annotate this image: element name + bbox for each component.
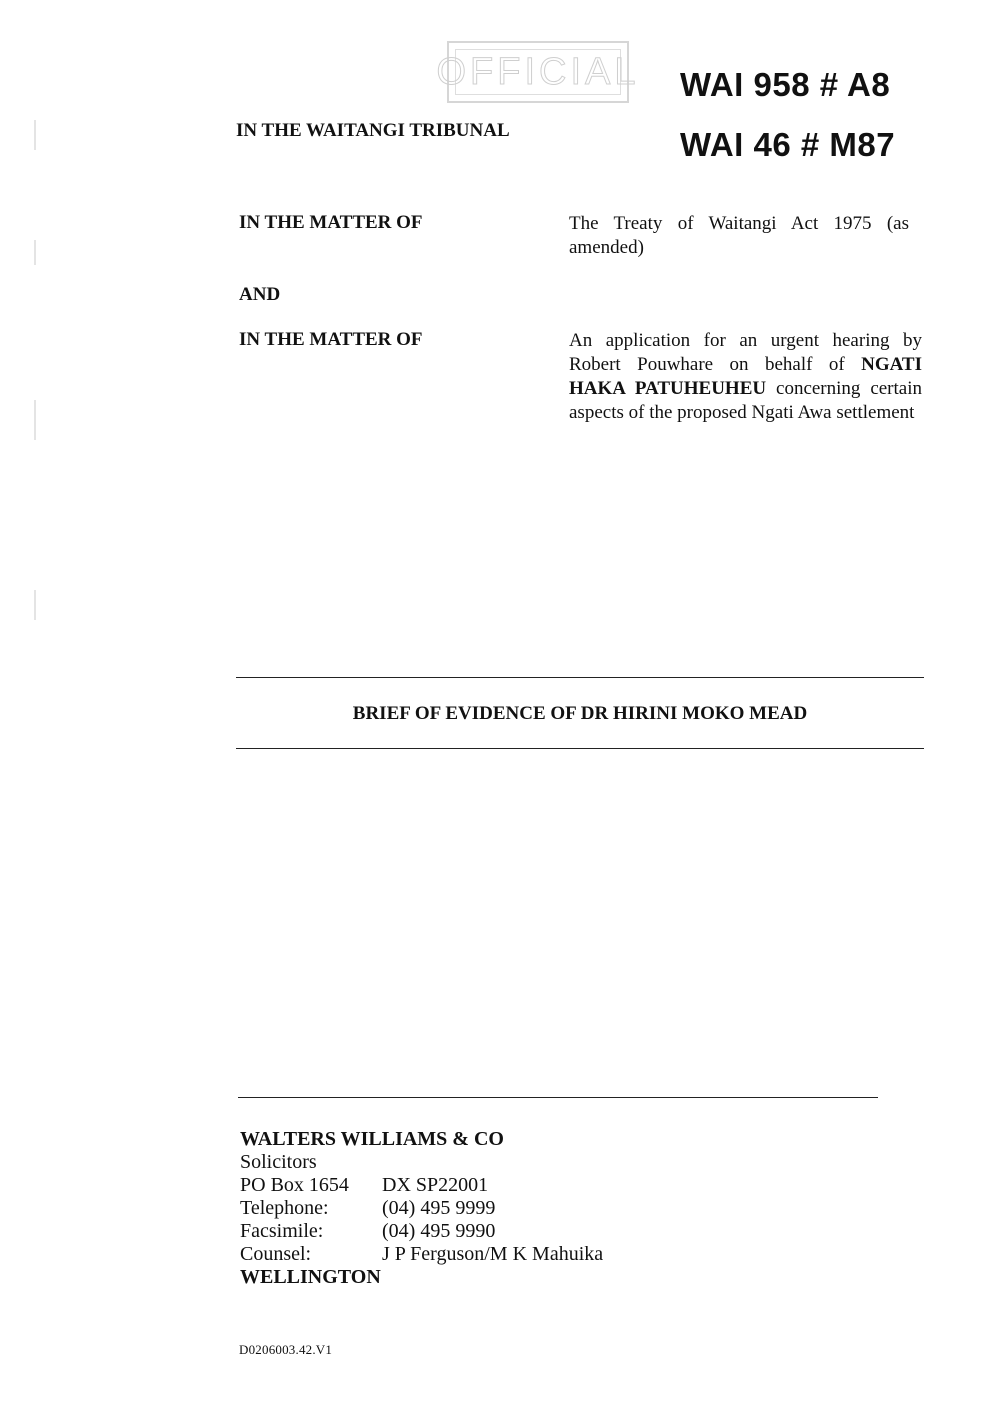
po-box: PO Box 1654: [240, 1174, 349, 1196]
wai-ref-secondary: WAI 46 # M87: [680, 126, 896, 163]
scan-mark: [34, 590, 36, 620]
tribunal-heading: IN THE WAITANGI TRIBUNAL: [236, 120, 510, 141]
telephone-value: (04) 495 9999: [382, 1197, 496, 1219]
rule-footer: [238, 1097, 878, 1098]
firm-name: WALTERS WILLIAMS & CO: [240, 1128, 504, 1150]
official-stamp-text: OFFICIAL: [455, 49, 621, 95]
counsel-label: Counsel:: [240, 1243, 312, 1265]
matter-text-2-part2: concerning certain aspects of the proposed Ngati Awa settlement: [569, 378, 923, 423]
telephone-label: Telephone:: [240, 1197, 329, 1219]
scan-mark: [34, 240, 36, 265]
rule-bottom: [236, 748, 924, 749]
applicant-name: NGATI HAKA PATUHEUHEU: [569, 354, 922, 399]
rule-top: [236, 677, 924, 678]
firm-role: Solicitors: [240, 1151, 317, 1173]
matter-text-2: [569, 329, 922, 425]
matter-text-2-part1: An application for an urgent hearing by Robert Pouwhare on behalf of: [569, 330, 922, 375]
matter-label-2: IN THE MATTER OF: [239, 329, 423, 350]
fax-value: (04) 495 9990: [382, 1220, 496, 1242]
dx-number: DX SP22001: [382, 1174, 489, 1196]
scan-mark: [34, 400, 36, 440]
fax-label: Facsimile:: [240, 1220, 324, 1242]
matter-text-1: The Treaty of Waitangi Act 1975 (as amended): [569, 213, 909, 258]
scan-mark: [34, 120, 36, 150]
brief-title: BRIEF OF EVIDENCE OF DR HIRINI MOKO MEAD: [352, 703, 808, 724]
document-reference: D0206003.42.V1: [239, 1342, 333, 1357]
firm-city: WELLINGTON: [240, 1266, 381, 1288]
official-stamp: [436, 41, 640, 103]
and-label: AND: [239, 284, 281, 305]
wai-ref-primary: WAI 958 # A8: [680, 66, 891, 103]
counsel-value: J P Ferguson/M K Mahuika: [382, 1243, 604, 1265]
matter-label-1: IN THE MATTER OF: [239, 212, 423, 233]
